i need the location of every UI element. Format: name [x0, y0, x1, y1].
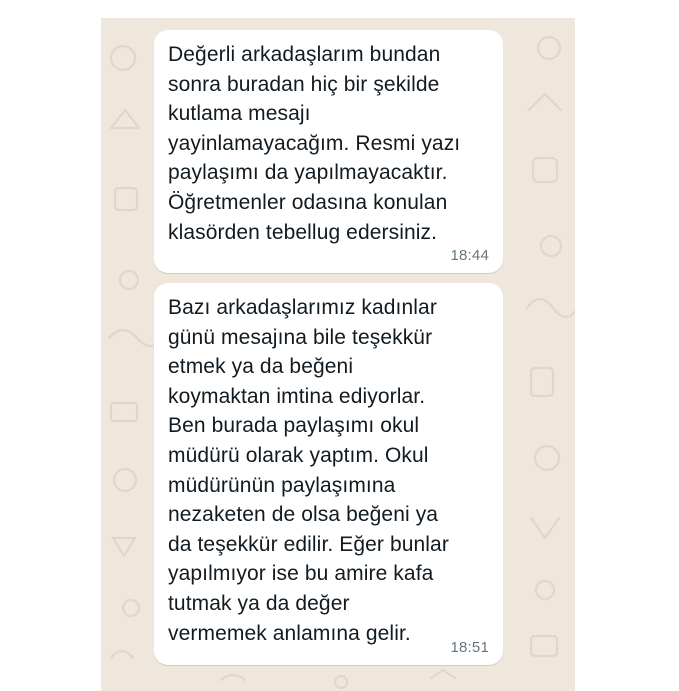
message-text-line: yapılmıyor ise bu amire kafa	[168, 562, 434, 586]
message-text	[168, 40, 495, 247]
message-bubble[interactable]	[154, 30, 503, 273]
message-timestamp: 18:44	[450, 247, 489, 264]
message-text-line: da teşekkür edilir. Eğer bunlar	[168, 532, 449, 556]
message-text-line: etmek ya da beğeni	[168, 355, 354, 379]
message-text-line: Öğretmenler odasına konulan	[168, 190, 448, 214]
message-text-line: tutmak ya da değer	[168, 591, 350, 615]
message-text-line: günü mesajına bile teşekkür	[168, 325, 433, 349]
message-timestamp: 18:51	[450, 639, 489, 656]
message-text	[168, 293, 495, 648]
message-text-line: vermemek anlamına gelir.	[168, 621, 411, 645]
message-text-line: Ben burada paylaşımı okul	[168, 414, 420, 438]
message-text-line: müdürünün paylaşımına	[168, 473, 396, 497]
message-text-line: sonra buradan hiç bir şekilde	[168, 72, 440, 96]
message-text-line: yayinlamayacağım. Resmi yazı	[168, 131, 461, 155]
message-text-line: koymaktan imtina ediyorlar.	[168, 384, 426, 408]
message-text-line: klasörden tebellug edersiniz.	[168, 220, 438, 244]
message-text-line: nezaketen de olsa beğeni ya	[168, 503, 439, 527]
message-text-line: müdürü olarak yaptım. Okul	[168, 443, 429, 467]
message-text-line: kutlama mesajı	[168, 102, 311, 126]
message-bubble[interactable]	[154, 283, 503, 665]
message-text-line: Bazı arkadaşlarımız kadınlar	[168, 296, 437, 319]
message-text-line: Değerli arkadaşlarım bundan	[168, 43, 441, 66]
message-text-line: paylaşımı da yapılmayacaktır.	[168, 161, 448, 185]
chat-area[interactable]	[101, 18, 575, 691]
